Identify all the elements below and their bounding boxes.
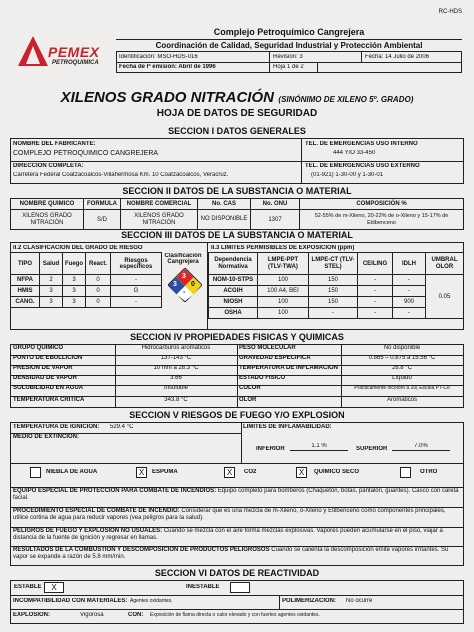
risk-col-react: React. — [86, 253, 111, 275]
fog-label: NIEBLA DE AGUA — [46, 469, 98, 475]
header-department: Coordinación de Calidad, Seguridad Industrial y Protección Ambiental — [155, 41, 423, 50]
logo-sub: PETROQUIMICA — [52, 60, 99, 66]
exp-value: 100 — [258, 275, 309, 286]
foam-checkbox[interactable]: X — [136, 467, 147, 478]
risk-value: 0 — [86, 275, 111, 286]
risk-value: 2 — [40, 275, 63, 286]
risk-value: G — [111, 286, 162, 297]
exp-value: - — [358, 286, 393, 297]
exp-value: - — [358, 308, 393, 319]
prop-label: PESO MOLECULAR — [239, 345, 296, 351]
exp-dependency: NOM-10-STPS — [209, 275, 258, 286]
prop-label: PUNTO DE EBULLICION — [13, 355, 83, 361]
exp-value: - — [393, 308, 426, 319]
diamond-specific: - — [183, 289, 186, 296]
exp-col-dependency: Dependencia Normativa — [209, 253, 258, 275]
risk-value: 3 — [63, 286, 86, 297]
explosion-value: Vigorosa — [80, 612, 104, 618]
section-4-title: SECCION IV PROPIEDADES FISICAS Y QUIMICAS — [130, 332, 344, 342]
maker-label: NOMBRE DEL FABRICANTE: — [13, 141, 96, 147]
exp-value: - — [358, 297, 393, 308]
address-label: DIRECCION COMPLETA: — [13, 163, 84, 169]
incompat-value: Agentes oxidantes. — [130, 598, 173, 604]
page-number: Hoja 1 de 2 — [273, 64, 304, 70]
risk-value: 3 — [63, 275, 86, 286]
ignition-value: 529.4 °C — [110, 424, 134, 430]
hazards-text — [13, 528, 461, 542]
revision: Revisión: 3 — [273, 54, 303, 60]
other-label: OTRO — [420, 469, 438, 475]
hazards-label: PELIGROS DE FUEGO Y EXPLOSION NO USUALES: — [13, 528, 163, 534]
prop-value: Insoluble — [163, 385, 189, 391]
explosion-con-value: Exposición de flama directa o calor elevado y con fuertes agentes oxidantes. — [150, 612, 320, 618]
polymerization-label: POLIMERIZACION: — [282, 598, 336, 604]
exp-col-idlh: IDLH — [393, 253, 426, 275]
prop-label: ESTADO FISICO — [239, 375, 286, 381]
prop-label: SOLUBILIDAD EN AGUA — [13, 385, 84, 391]
diamond-react: 0 — [191, 281, 195, 288]
risk-col-specific: Riesgos específicos — [111, 253, 162, 275]
risk-col-type: TIPO — [11, 253, 40, 275]
polymerization-value: No ocurre — [346, 598, 373, 604]
tel-ext-value: (01-921) 1-30-00 y 1-30-01 — [311, 172, 384, 178]
risk-type: NFPA — [11, 275, 40, 286]
extinction-label: MEDIO DE EXTINCION: — [13, 434, 80, 440]
title-main: XILENOS GRADO NITRACIÓN — [60, 89, 274, 106]
prop-label: GRAVEDAD ESPECIFICA — [239, 355, 311, 361]
prop-label: OLOR — [239, 397, 257, 403]
unstable-label: INESTABLE — [186, 584, 220, 590]
section-3-title: SECCION III DATOS DE LA SUBSTANCIA O MATERIAL — [121, 230, 353, 240]
col-onu: No. ONU — [251, 199, 300, 210]
prop-value: Prácticamente incoloro a 20( Escala PT-Co — [354, 385, 450, 391]
combustion-label: RESULTADOS DE LA COMBUSTION Y DESCOMPOSICION DE PRODUCTOS PELIGROSOS — [13, 547, 270, 553]
exp-col-ct: LMPE-CT (TLV-STEL) — [309, 253, 358, 275]
flammability-label: LIMITES DE INFLAMABILIDAD: — [243, 424, 332, 430]
trade-name: XILENOS GRADO NITRACIÓN — [121, 210, 198, 230]
section-1-title: SECCION I DATOS GENERALES — [168, 126, 306, 136]
diamond-fire: 3 — [182, 273, 186, 280]
stable-checkbox[interactable]: X — [44, 582, 64, 593]
risk-value: 3 — [63, 297, 86, 308]
prop-label: GRUPO QUIMICO — [13, 345, 64, 351]
fog-checkbox[interactable] — [30, 467, 41, 478]
col-cas: No. CAS — [198, 199, 251, 210]
risk-title: II.2 CLASIFICACION DEL GRADO DE RIESGO — [13, 245, 143, 251]
pemex-flame-icon — [18, 36, 48, 68]
risk-value: 0 — [86, 286, 111, 297]
prop-value: 137-143 °C — [160, 355, 192, 361]
exp-value: 100 A4, BEI — [258, 286, 309, 297]
prop-value: Líquido — [392, 375, 412, 381]
unstable-checkbox[interactable] — [230, 582, 250, 593]
prop-label: TEMPERATURA CRITICA — [13, 397, 85, 403]
incompat-label: INCOMPATIBILIDAD CON MATERIALES: — [13, 598, 128, 604]
prop-label: TEMPERATURA DE INFLAMACION — [239, 365, 338, 371]
upper-limit-label: SUPERIOR — [356, 446, 388, 452]
explosion-con-label: CON: — [128, 612, 144, 618]
risk-table — [10, 252, 162, 308]
prop-value: Hidrocarburos aromáticos — [141, 345, 211, 351]
exp-dependency: ACGIH — [209, 286, 258, 297]
exp-dependency: NIOSH — [209, 297, 258, 308]
risk-type: CANG. — [11, 297, 40, 308]
revision-date: Fecha: 14 Julio de 2006 — [365, 54, 430, 60]
section-1-table — [10, 138, 464, 184]
exp-value: 150 — [309, 286, 358, 297]
risk-col-health: Salud — [40, 253, 63, 275]
exposure-title: II.3 LIMITES PERMISIBLES DE EXPOSICION (ppm) — [211, 245, 355, 251]
hazards-value: Cuando se mezcla con el aire forma mezclas explosivas. Vapores pueden acumularse en el piso, viajar a distancia de la fuente de ignición y regresar en llamas. — [13, 528, 443, 541]
risk-col-fire: Fuego — [63, 253, 86, 275]
substance-table — [10, 198, 464, 230]
stable-label: ESTABLE — [14, 584, 42, 590]
exposure-table — [208, 252, 464, 319]
composition: 52-55% de m-Xileno, 20-22% de o-Xileno y 15-17% de Etilbenceno — [300, 210, 464, 230]
exp-col-ceiling: CEILING — [358, 253, 393, 275]
ignition-label: TEMPERATURA DE IGNICION: — [13, 424, 100, 430]
other-checkbox[interactable] — [400, 467, 411, 478]
exp-value: 150 — [309, 297, 358, 308]
col-trade-name: NOMBRE COMERCIAL — [121, 199, 198, 210]
risk-value: 0 — [86, 297, 111, 308]
logo-brand: PEMEX — [48, 44, 100, 60]
exp-dependency: OSHA — [209, 308, 258, 319]
exp-value: - — [393, 275, 426, 286]
exp-value: - — [393, 286, 426, 297]
risk-value: - — [111, 297, 162, 308]
header-company: Complejo Petroquímico Cangrejera — [213, 27, 365, 37]
tel-int-value: 444 Y/O 33-450 — [333, 150, 376, 156]
tel-ext-label: TEL. DE EMERGENCIAS USO EXTERNO — [305, 163, 420, 169]
doc-code: RC-HDS — [438, 9, 462, 15]
tel-int-label: TEL. DE EMERGENCIAS USO INTERNO — [305, 141, 418, 147]
section-5-title: SECCION V RIESGOS DE FUEGO Y/O EXPLOSION — [129, 410, 345, 420]
identification: Identificación: MSO-HDS-016 — [119, 54, 198, 60]
cas-number: NO DISPONIBLE — [198, 210, 251, 230]
co2-label: CO2 — [244, 469, 257, 475]
exp-value: 900 — [393, 297, 426, 308]
col-chem-name: NOMBRE QUIMICO — [11, 199, 84, 210]
procedure-value: Considerar que es una mezcla de m-Xileno, o-Xileno y Etilbenceno como componentes principales, utilice cortina de agua para reducir vapores (vea peligros para la salud). — [13, 508, 446, 521]
combustion-text — [13, 547, 461, 561]
issue-date: Fecha de Iª emisión: Abril de 1996 — [119, 64, 216, 70]
exp-value: - — [309, 308, 358, 319]
onu-number: 1307 — [251, 210, 300, 230]
prop-value: Aromáticos — [386, 397, 417, 403]
prop-value: 0.865 – 0.875 a 15.56 °C — [368, 355, 436, 361]
exp-col-odor: UMBRAL OLOR — [426, 253, 464, 275]
header-meta — [116, 51, 462, 73]
exp-value: 100 — [258, 308, 309, 319]
prop-value: 10 mm a 28.3 °C — [153, 365, 199, 371]
equipment-label: EQUIPO ESPECIAL DE PROTECCION PARA COMBATE DE INCENDIOS: — [13, 488, 217, 494]
exp-value: 100 — [258, 297, 309, 308]
formula: S/D — [84, 210, 121, 230]
procedure-label: PROCEDIMIENTO ESPECIAL DE COMBATE DE INCENDIO: — [13, 508, 180, 514]
document-title — [10, 89, 464, 107]
prop-value: 3.66 — [170, 375, 182, 381]
chem-name: XILENOS GRADO NITRACIÓN — [11, 210, 84, 230]
maker-value: COMPLEJO PETROQUIMICO CANGREJERA — [13, 150, 159, 157]
exp-value: - — [358, 275, 393, 286]
co2-checkbox[interactable]: X — [224, 467, 235, 478]
equipment-value: Equipo completo para bomberos (Chaquetón, botas, pantalón, guantes). Casco con careta facial. — [13, 488, 459, 501]
section-2-title: SECCION II DATOS DE LA SUBSTANCIA O MATERIAL — [122, 186, 352, 196]
procedure-text — [13, 508, 461, 522]
equipment-text — [13, 488, 461, 502]
prop-label: DENSIDAD DE VAPOR — [13, 375, 77, 381]
col-composition: COMPOSICIÓN % — [300, 199, 464, 210]
diamond-health: 3 — [173, 281, 177, 288]
dry-chem-checkbox[interactable]: X — [296, 467, 307, 478]
prop-value: No disponible — [383, 345, 421, 351]
nfpa-diamond-icon — [168, 268, 202, 302]
upper-limit-value: 7.0% — [414, 443, 428, 449]
lower-limit-value: 1.1 % — [311, 443, 327, 449]
risk-value: 3 — [40, 297, 63, 308]
odor-threshold: 0.05 — [426, 275, 464, 319]
exp-col-ppt: LMPE-PPT (TLV-TWA) — [258, 253, 309, 275]
prop-label: PRESION DE VAPOR — [13, 365, 73, 371]
prop-value: 28.8 °C — [391, 365, 413, 371]
explosion-label: EXPLOSION: — [13, 612, 51, 618]
dry-chem-label: QUIMICO SECO — [314, 469, 360, 475]
combustion-value: Cuando se calienta la descomposición emite vapores irritantes. Su vapor se expande a razón de 5.8 mm/min. — [13, 547, 449, 560]
pemex-logo — [12, 30, 112, 82]
prop-value: 343.8 °C — [164, 397, 188, 403]
prop-label: COLOR — [239, 385, 261, 391]
section-6-title: SECCION VI DATOS DE REACTIVIDAD — [154, 568, 320, 578]
risk-value: - — [111, 275, 162, 286]
exp-value: 150 — [309, 275, 358, 286]
col-formula: FORMULA — [84, 199, 121, 210]
document-subtitle: HOJA DE DATOS DE SEGURIDAD — [156, 108, 318, 119]
foam-label: ESPUMA — [152, 469, 178, 475]
address-value: Carretera Federal Coatzacoalcos-Villahermosa Km. 10 Coatzacoalcos, Veracruz. — [13, 172, 229, 178]
lower-limit-label: INFERIOR — [256, 446, 285, 452]
risk-value: 3 — [40, 286, 63, 297]
risk-col-cangrejera: Clasificación Cangrejera — [164, 253, 202, 265]
risk-type: HMIS — [11, 286, 40, 297]
title-synonym: (SINÓNIMO DE XILENO 5º. GRADO) — [278, 95, 414, 104]
